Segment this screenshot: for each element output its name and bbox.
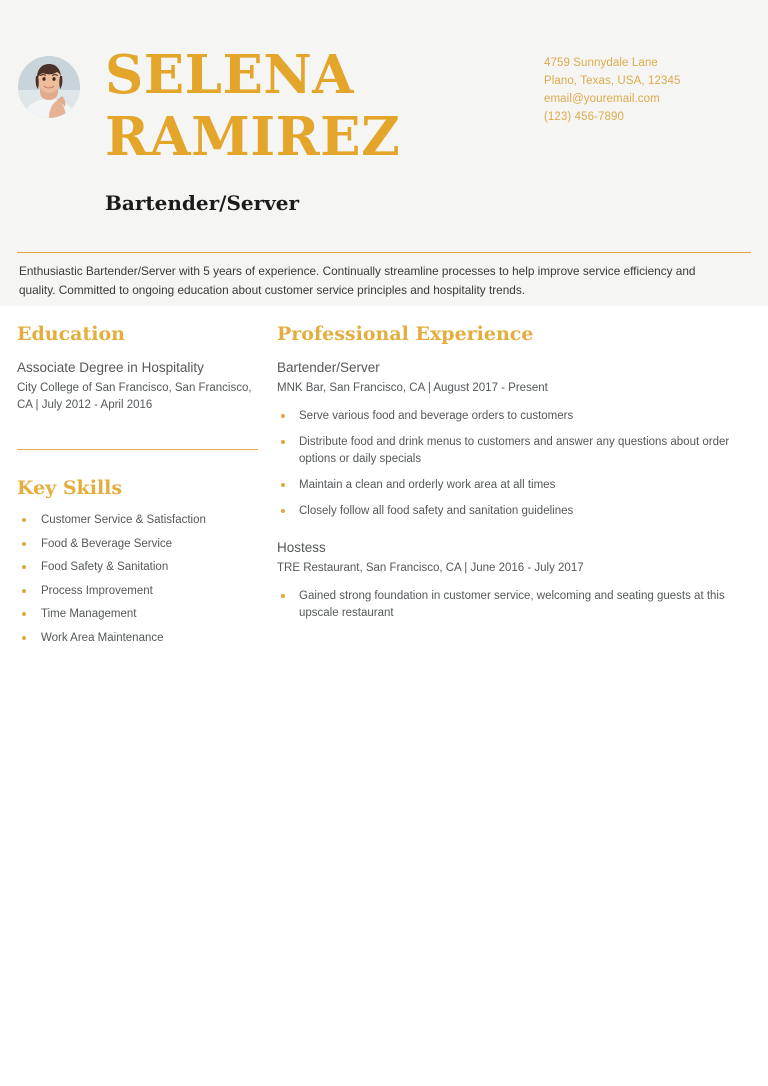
list-item [277,503,747,520]
professional-summary: Enthusiastic Bartender/Server with 5 years of experience. Continually streamline processes to help improve service efficiency and quality. Committed to ongoing education about customer service principles and hospitality trends. [19,264,696,297]
experience-job [277,538,747,622]
contact-block [544,54,744,126]
bullet-text: Closely follow all food safety and sanitation guidelines [299,505,574,517]
bullet-text: Distribute food and drink menus to customers and answer any questions about order options or daily specials [299,436,730,465]
list-item [277,588,747,622]
header-divider [17,252,751,253]
list-item [277,408,747,425]
list-item [277,477,747,494]
avatar [18,56,80,118]
list-item [17,559,262,576]
job-title: Bartender/Server [277,360,380,375]
bullet-text: Gained strong foundation in customer service, welcoming and seating guests at this upscale restaurant [299,590,725,619]
list-item [17,606,262,623]
contact-email[interactable]: email@youremail.com [544,93,660,105]
experience-job [277,358,747,520]
education-heading: Education [17,323,125,345]
skill-label: Process Improvement [41,584,153,597]
list-item [277,434,747,468]
contact-address: 4759 Sunnydale Lane [544,57,658,69]
left-column [17,322,262,653]
job-meta: MNK Bar, San Francisco, CA | August 2017 - Present [277,382,548,394]
job-title: Hostess [277,540,326,555]
skill-label: Work Area Maintenance [41,631,164,644]
list-item [17,512,262,529]
education-detail: City College of San Francisco, San Francisco, CA | July 2012 - April 2016 [17,382,252,411]
skill-label: Food & Beverage Service [41,537,173,550]
header-band [0,0,768,306]
skill-label: Time Management [41,608,137,620]
job-bullet-list [277,588,747,622]
job-title: Bartender/Server [105,191,300,215]
key-skills-list [17,512,262,647]
skill-label: Customer Service & Satisfaction [41,514,206,526]
header-top [0,0,768,252]
bullet-text: Serve various food and beverage orders to customers [299,410,574,422]
right-column [277,322,747,640]
key-skills-heading: Key Skills [17,477,123,499]
education-degree: Associate Degree in Hospitality [17,360,204,375]
job-bullet-list [277,408,747,520]
contact-phone[interactable]: (123) 456-7890 [544,111,625,123]
skill-label: Food Safety & Sanitation [41,561,169,573]
experience-heading: Professional Experience [277,323,534,345]
education-entry [17,358,262,414]
profile-photo-icon [18,56,80,118]
last-name: RAMIREZ [105,106,401,168]
first-name: SELENA [105,44,354,106]
job-meta: TRE Restaurant, San Francisco, CA | June 2016 - July 2017 [277,562,584,574]
contact-city-state: Plano, Texas, USA, 12345 [544,75,681,87]
left-column-divider [17,449,258,450]
list-item [17,536,262,553]
list-item [17,583,262,600]
name-block [105,44,575,216]
list-item [17,630,262,647]
bullet-text: Maintain a clean and orderly work area at all times [299,479,556,491]
